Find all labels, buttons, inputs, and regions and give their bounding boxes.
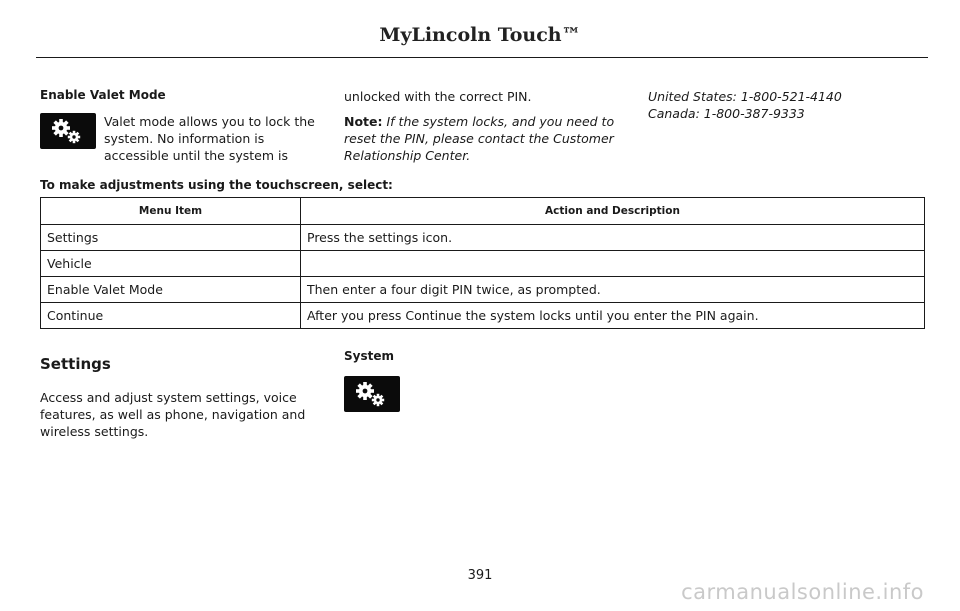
settings-gears-icon (40, 113, 96, 149)
settings-gears-icon (344, 376, 400, 412)
valet-heading: Enable Valet Mode (40, 88, 166, 102)
adjust-heading: To make adjustments using the touchscreen, select: (40, 178, 393, 192)
table-cell-action: Then enter a four digit PIN twice, as prompted. (300, 277, 924, 302)
phone-us: United States: 1-800-521-4140 (648, 89, 842, 104)
table-row (41, 224, 924, 250)
settings-desc-line-2: features, as well as phone, navigation and (40, 407, 306, 422)
valet-note-line-3: Relationship Center. (344, 148, 471, 163)
valet-note-line-1 (344, 113, 614, 130)
table-header-action: Action and Description (300, 198, 924, 224)
table-row (41, 302, 924, 328)
valet-intro-line-1: Valet mode allows you to lock the (104, 114, 315, 129)
table-cell-menu: Vehicle (47, 256, 92, 271)
settings-heading: Settings (40, 355, 111, 373)
table-row (41, 276, 924, 302)
menu-table (40, 197, 925, 329)
table-cell-menu: Settings (47, 230, 99, 245)
table-header-row (41, 198, 924, 224)
valet-intro-line-3: accessible until the system is (104, 148, 288, 163)
table-cell-action: After you press Continue the system locks until you enter the PIN again. (300, 303, 924, 328)
settings-desc-line-3: wireless settings. (40, 424, 149, 439)
system-heading: System (344, 349, 394, 363)
page-number: 391 (467, 568, 493, 583)
valet-intro-line-2: system. No information is (104, 131, 265, 146)
valet-note-line-2: reset the PIN, please contact the Customer (344, 131, 614, 146)
note-text-1: If the system locks, and you need to (386, 114, 615, 129)
table-cell-action: Press the settings icon. (300, 225, 924, 250)
settings-desc-line-1: Access and adjust system settings, voice (40, 390, 297, 405)
page-title: MyLincoln Touch™ (379, 24, 581, 46)
valet-cont-line: unlocked with the correct PIN. (344, 89, 532, 104)
table-cell-menu: Continue (47, 308, 104, 323)
table-cell-menu: Enable Valet Mode (47, 282, 163, 297)
table-row (41, 250, 924, 276)
table-header-menu-item: Menu Item (138, 205, 203, 217)
watermark: carmanualsonline.info (681, 580, 924, 604)
table-cell-action (300, 251, 924, 276)
phone-canada: Canada: 1-800-387-9333 (648, 106, 805, 121)
header-rule (36, 57, 928, 58)
note-label: Note: (344, 114, 383, 129)
